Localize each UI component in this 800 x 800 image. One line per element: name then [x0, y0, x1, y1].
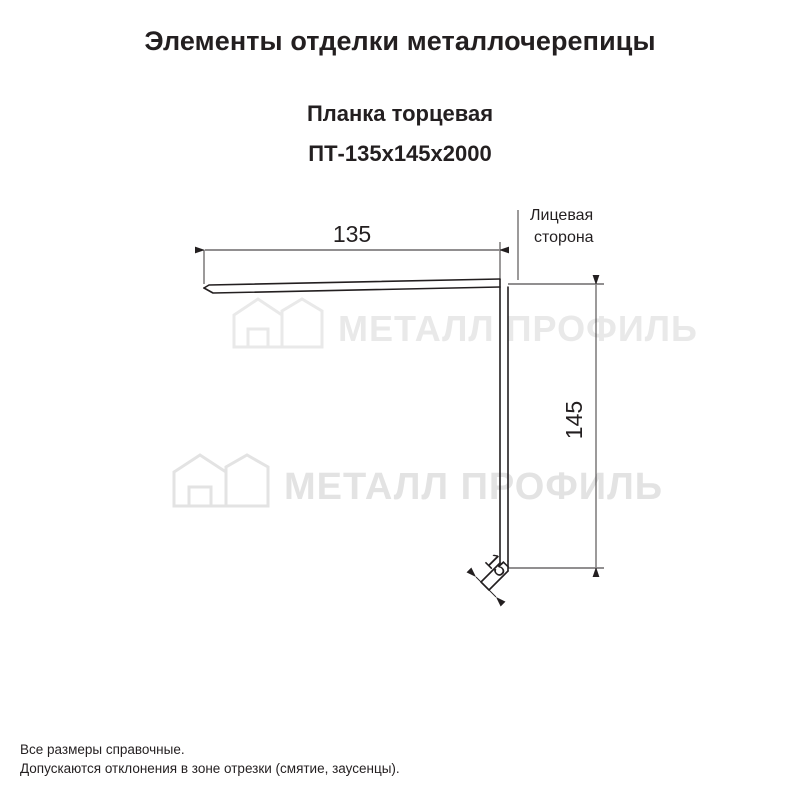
product-name: Планка торцевая	[306, 101, 494, 126]
dimension-width-label: 135	[332, 221, 372, 247]
technical-drawing	[0, 180, 800, 640]
face-side-label-line2: сторона	[534, 229, 594, 246]
dimension-lip-label: 15	[480, 549, 513, 582]
notes-block	[20, 740, 400, 778]
page-title: Элементы отделки металлочерепицы	[144, 26, 656, 56]
note-line-2: Допускаются отклонения в зоне отрезки (смятие, заусенцы).	[20, 761, 400, 776]
face-side-label-line1: Лицевая	[530, 207, 594, 224]
svg-text:МЕТАЛЛ ПРОФИЛЬ: МЕТАЛЛ ПРОФИЛЬ	[338, 308, 698, 349]
dimension-height-label: 145	[561, 400, 587, 440]
svg-text:МЕТАЛЛ ПРОФИЛЬ: МЕТАЛЛ ПРОФИЛЬ	[284, 466, 664, 508]
product-code: ПТ-135x145x2000	[308, 141, 492, 166]
note-line-1: Все размеры справочные.	[20, 742, 185, 757]
